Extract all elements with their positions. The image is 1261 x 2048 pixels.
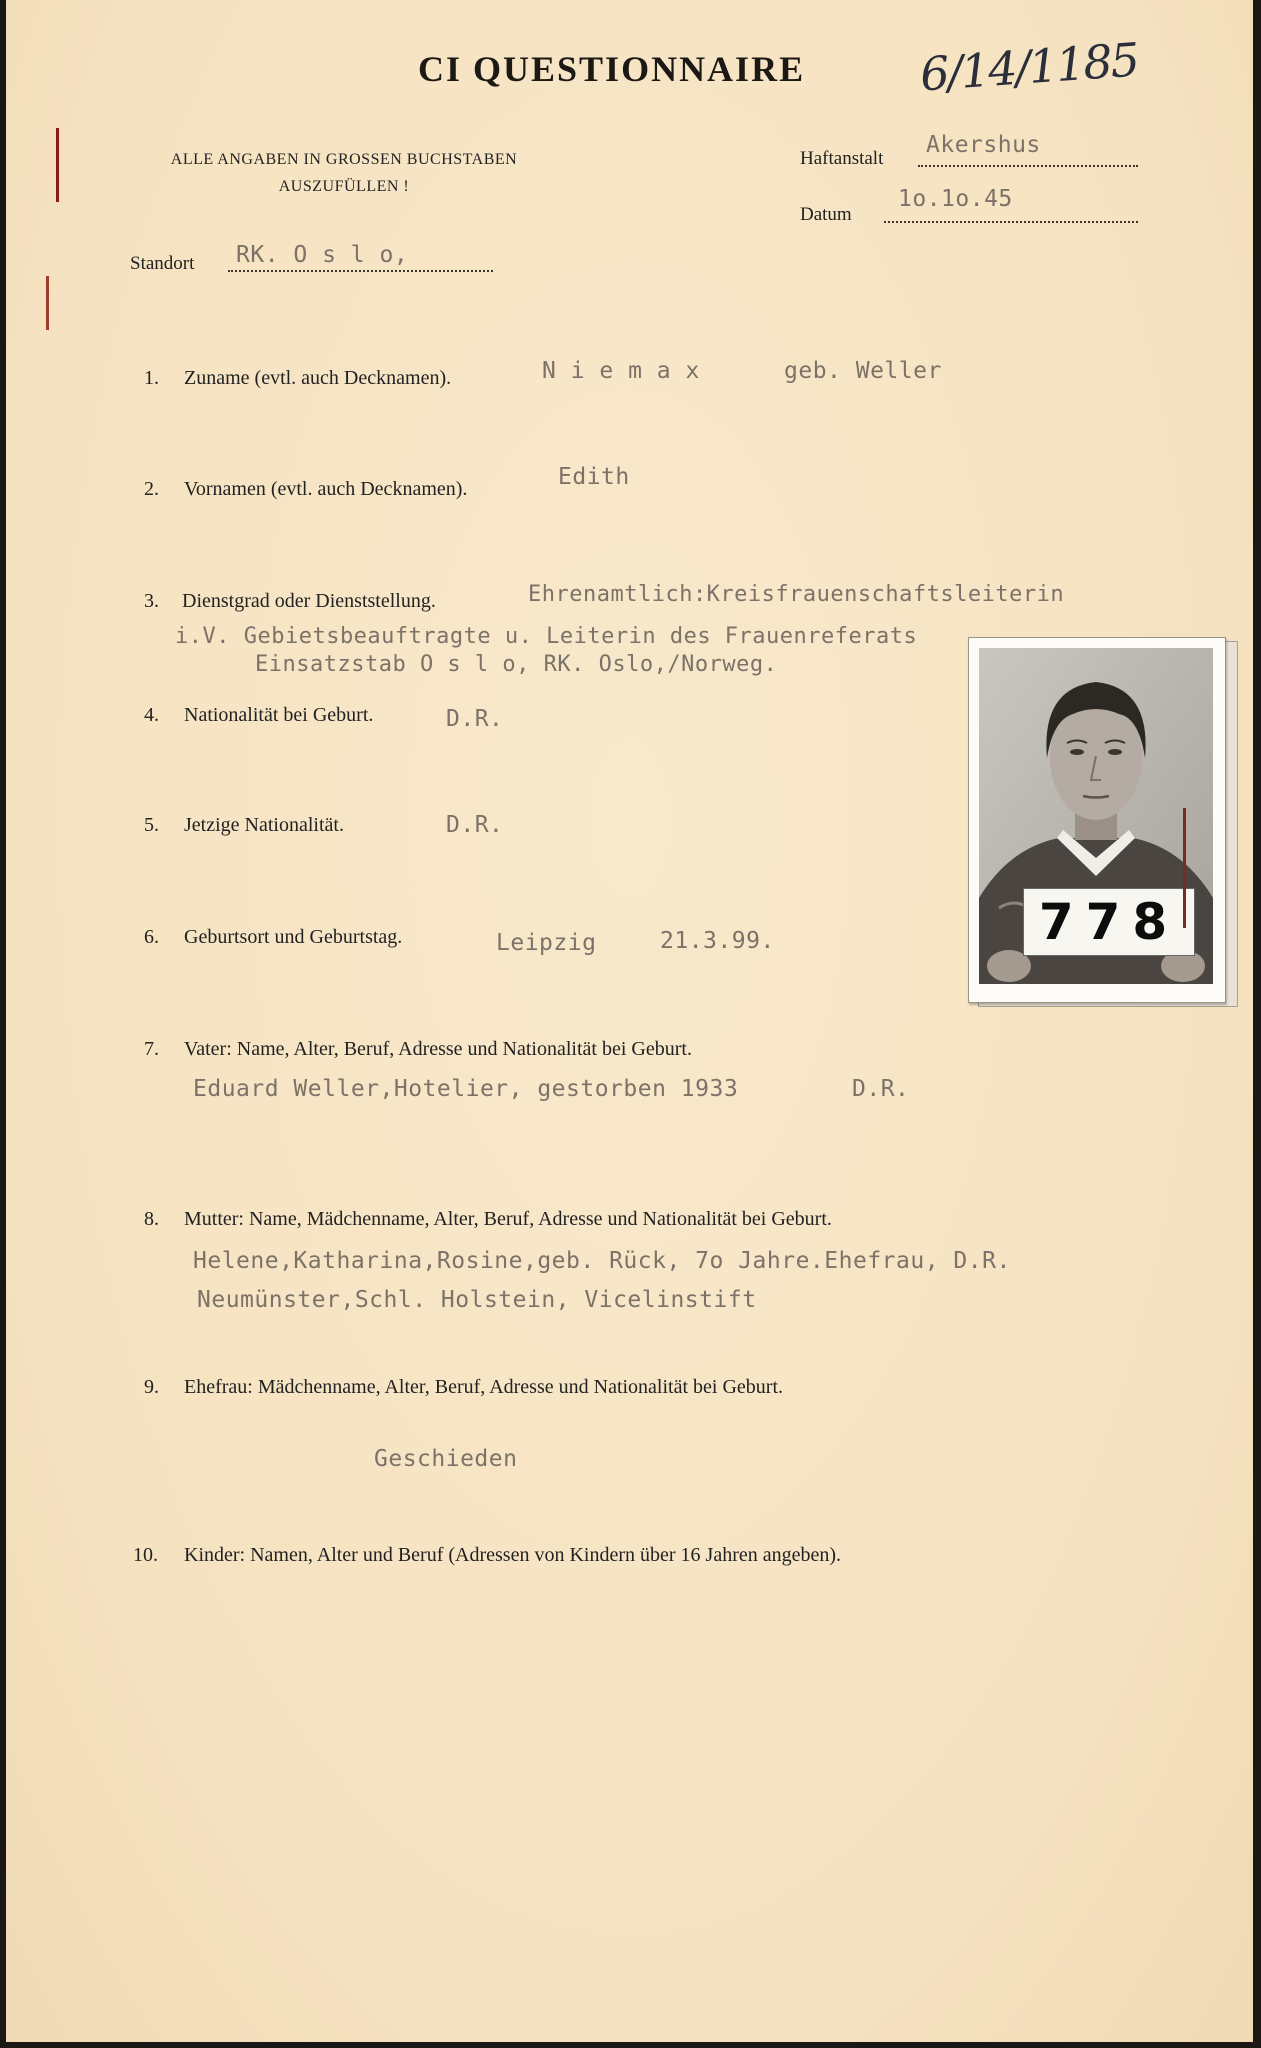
photo-image bbox=[979, 648, 1213, 984]
standort-line bbox=[228, 270, 493, 272]
red-pen-mark bbox=[1183, 808, 1186, 928]
haftanstalt-line bbox=[918, 165, 1138, 167]
mugshot-number-card: 778 bbox=[1023, 888, 1195, 956]
question-5-answer: D.R. bbox=[446, 812, 504, 838]
question-3-answer-line-2: i.V. Gebietsbeauftragte u. Leiterin des Frauenreferats bbox=[175, 624, 918, 649]
question-7-label: Vater: Name, Alter, Beruf, Adresse und Nationalität bei Geburt. bbox=[184, 1038, 692, 1060]
question-1-label: Zuname (evtl. auch Decknamen). bbox=[184, 367, 452, 389]
question-8-number: 8. bbox=[144, 1208, 159, 1230]
red-margin-mark bbox=[56, 128, 59, 202]
page-title: CI QUESTIONNAIRE bbox=[418, 49, 806, 89]
question-2-answer: Edith bbox=[558, 464, 630, 490]
question-8-label: Mutter: Name, Mädchenname, Alter, Beruf, Adresse und Nationalität bei Geburt. bbox=[184, 1208, 832, 1230]
scan-edge-right bbox=[1253, 0, 1261, 2048]
question-6-number: 6. bbox=[144, 926, 159, 948]
question-7-answer: Eduard Weller,Hotelier, gestorben 1933 bbox=[193, 1076, 739, 1102]
question-3-label: Dienstgrad oder Dienststellung. bbox=[182, 590, 436, 612]
scan-edge-left bbox=[0, 0, 6, 2048]
red-margin-mark bbox=[46, 276, 49, 330]
question-8-answer-line-2: Neumünster,Schl. Holstein, Vicelinstift bbox=[197, 1287, 757, 1313]
standort-value: RK. O s l o, bbox=[236, 242, 409, 268]
question-7-number: 7. bbox=[144, 1038, 159, 1060]
question-8-answer: Helene,Katharina,Rosine,geb. Rück, 7o Jahre.Ehefrau, D.R. bbox=[193, 1248, 1011, 1274]
question-5-number: 5. bbox=[144, 814, 159, 836]
question-6-answer-date: 21.3.99. bbox=[660, 928, 775, 954]
instruction-line-2: AUSZUFÜLLEN ! bbox=[278, 178, 410, 195]
question-1-number: 1. bbox=[144, 367, 159, 389]
question-1-answer-maiden: geb. Weller bbox=[784, 358, 942, 384]
question-9-number: 9. bbox=[144, 1376, 159, 1398]
question-4-answer: D.R. bbox=[446, 706, 504, 732]
question-3-answer: Ehrenamtlich:Kreisfrauenschaftsleiterin bbox=[528, 582, 1065, 607]
question-6-label: Geburtsort und Geburtstag. bbox=[184, 926, 403, 948]
datum-line bbox=[884, 221, 1138, 223]
haftanstalt-value: Akershus bbox=[926, 132, 1041, 158]
question-10-label: Kinder: Namen, Alter und Beruf (Adressen von Kindern über 16 Jahren angeben). bbox=[184, 1544, 842, 1566]
question-9-answer: Geschieden bbox=[374, 1446, 518, 1472]
instruction-line-1: ALLE ANGABEN IN GROSSEN BUCHSTABEN bbox=[170, 151, 518, 168]
question-6-answer-place: Leipzig bbox=[496, 930, 597, 956]
question-9-label: Ehefrau: Mädchenname, Alter, Beruf, Adresse und Nationalität bei Geburt. bbox=[184, 1376, 784, 1398]
haftanstalt-label: Haftanstalt bbox=[800, 148, 884, 169]
standort-label: Standort bbox=[130, 253, 195, 274]
question-4-label: Nationalität bei Geburt. bbox=[184, 704, 374, 726]
question-3-number: 3. bbox=[144, 590, 159, 612]
photo-print bbox=[968, 637, 1226, 1003]
mugshot-photo bbox=[968, 637, 1240, 1009]
question-5-label: Jetzige Nationalität. bbox=[184, 814, 344, 836]
handwritten-reference: 6/14/1185 bbox=[918, 32, 1140, 102]
datum-label: Datum bbox=[800, 204, 852, 225]
question-1-answer: N i e m a x bbox=[542, 358, 700, 384]
question-3-answer-line-3: Einsatzstab O s l o, RK. Oslo,/Norweg. bbox=[255, 652, 778, 677]
question-10-number: 10. bbox=[133, 1544, 158, 1566]
question-2-number: 2. bbox=[144, 478, 159, 500]
scan-edge-bottom bbox=[0, 2042, 1261, 2048]
question-4-number: 4. bbox=[144, 704, 159, 726]
question-2-label: Vornamen (evtl. auch Decknamen). bbox=[184, 478, 468, 500]
question-7-answer-nationality: D.R. bbox=[852, 1076, 910, 1102]
datum-value: 1o.1o.45 bbox=[898, 186, 1013, 212]
